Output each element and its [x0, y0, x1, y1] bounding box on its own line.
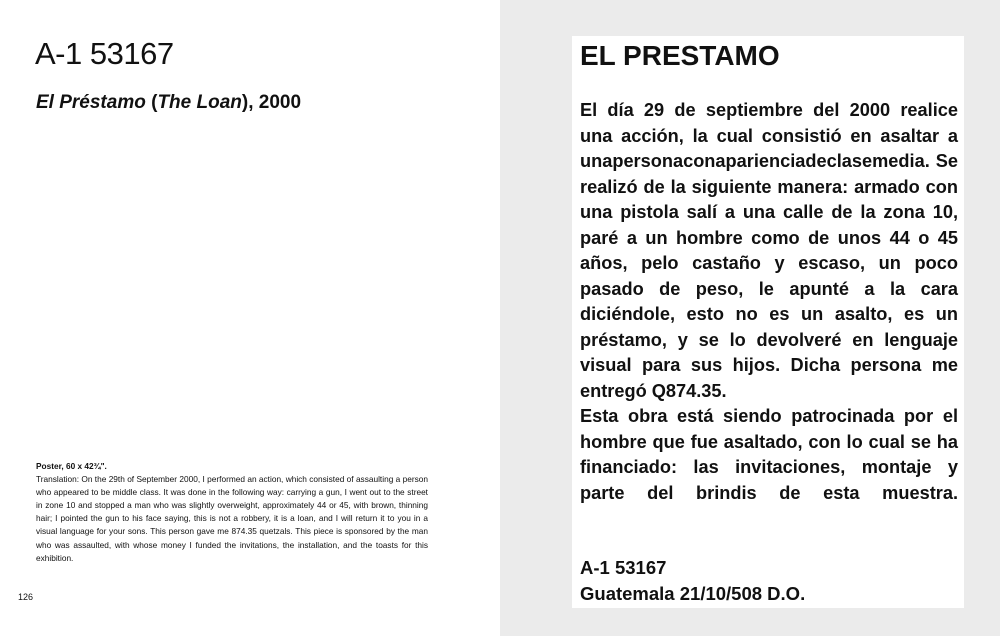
artwork-year: ), 2000	[241, 92, 302, 113]
poster-paragraph-2: Esta obra está siendo patrocinada por el hombre que fue asaltado, con lo cual se ha financiado: las invitaciones, montaje y parte del brindis de esta muestra.	[580, 406, 958, 503]
poster-signature-place: Guatemala 21/10/508 D.O.	[580, 582, 806, 604]
poster-body	[580, 98, 958, 506]
artwork-caption	[36, 460, 428, 565]
artwork-title-english: The Loan	[157, 92, 242, 113]
artwork-title-spanish: El Préstamo	[36, 92, 146, 113]
subtitle-paren-open: (	[145, 92, 158, 113]
page-title: A-1 53167	[35, 36, 174, 71]
caption-medium: Poster, 60 x 42¾".	[36, 461, 107, 471]
poster-title: EL PRESTAMO	[580, 40, 780, 71]
caption-translation: Translation: On the 29th of September 2000, I performed an action, which consisted of assaulting a person who appeared to be middle class. It was done in the following way: carrying a gun, I went out to the street in zone 10 and stopped a man who was slightly overweight, approximately 44 or 45, with brown, thinning hair; I pointed the gun to his face saying, this is not a robbery, it is a loan, and I will return it to you in a visual language for your sons. This person gave me 874.35 quetzals. This piece is sponsored by the man who was assaulted, with whose money I funded the invitations, the installation, and the toasts for this exhibition.	[36, 474, 428, 563]
poster-signature-code: A-1 53167	[580, 557, 667, 578]
poster-image	[572, 36, 964, 608]
poster-signature	[580, 555, 805, 606]
poster-paragraph-1: El día 29 de septiembre del 2000 realice una acción, la cual consistió en asaltar a unapersonaconaparienciadeclasemedia. Se realizó de la siguiente manera: armado con una pistola salí a una calle de la zona 10, paré a un hombre como de unos 44 o 45 años, pelo castaño y escaso, un poco pasado de peso, le apunté a la cara diciéndole, esto no es un asalto, es un préstamo, y se lo devolveré en lenguaje visual para sus hijos. Dicha persona me entregó Q874.35.	[580, 100, 958, 401]
page-number: 126	[18, 592, 34, 602]
artwork-subtitle	[36, 92, 301, 114]
